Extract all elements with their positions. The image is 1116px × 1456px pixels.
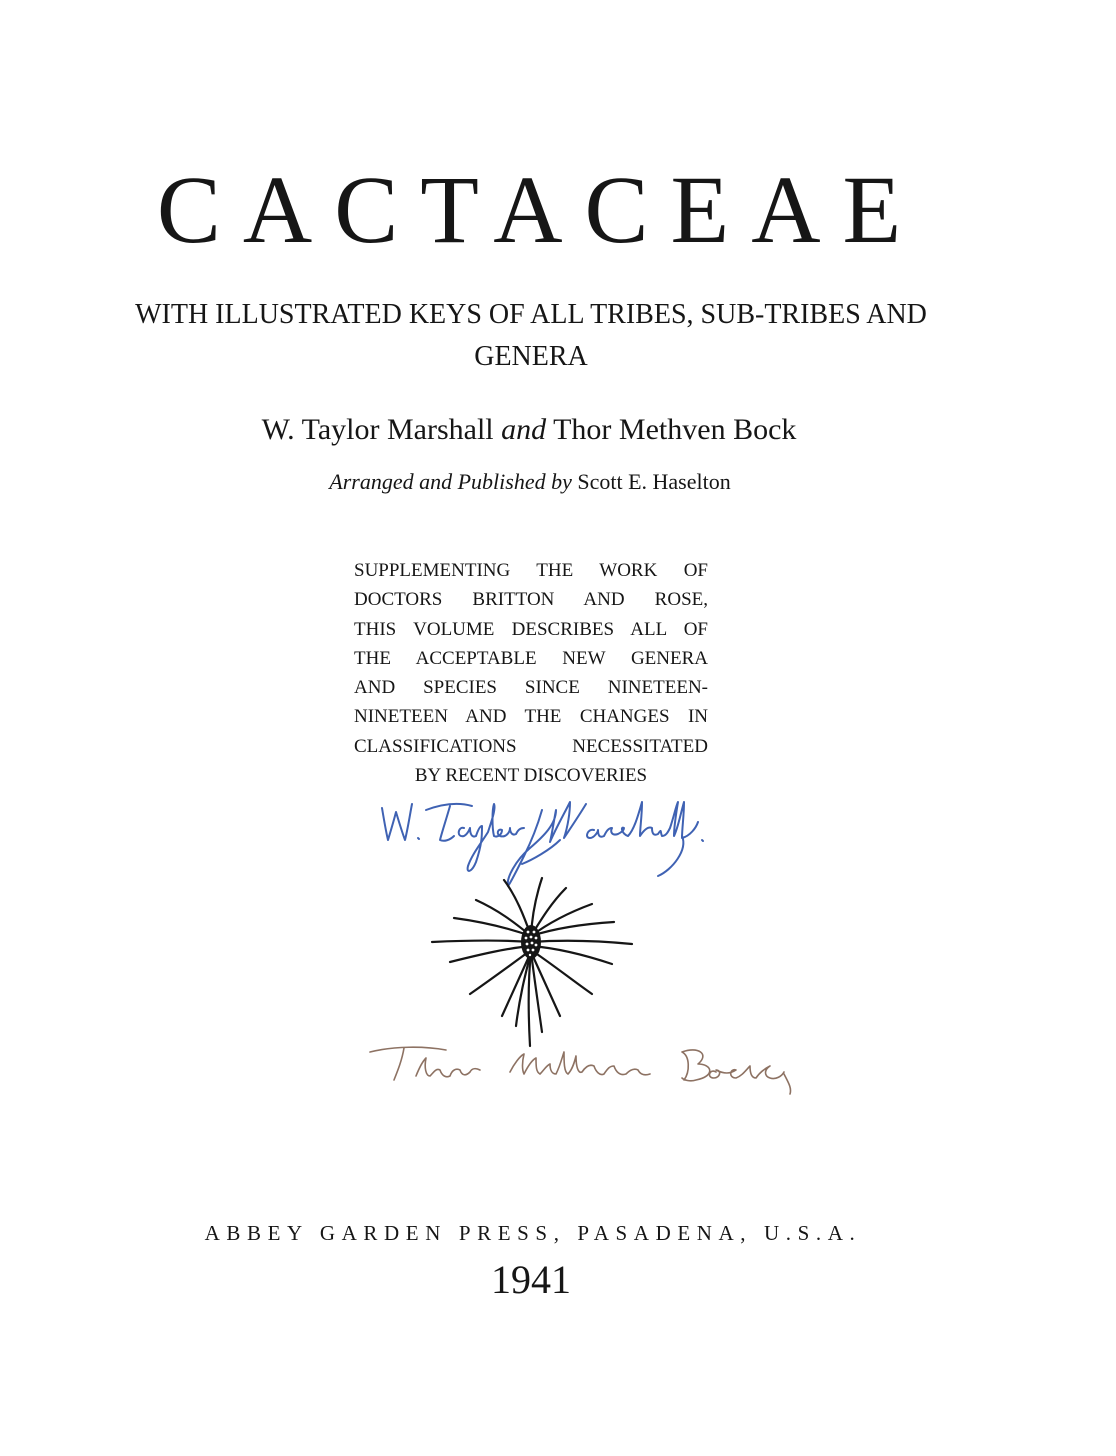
author-2: Thor Methven Bock — [553, 413, 797, 446]
supplement-line: THIS VOLUME DESCRIBES ALL OF — [354, 618, 708, 640]
authors-conjunction: and — [501, 413, 547, 446]
publication-year: 1941 — [491, 1257, 571, 1302]
authors-line — [0, 410, 1058, 450]
supplement-line: CLASSIFICATIONS NECESSITATED — [354, 735, 708, 757]
imprint-line: ABBEY GARDEN PRESS, PASADENA, U.S.A. — [204, 1221, 862, 1245]
supplement-line: THE ACCEPTABLE NEW GENERA — [354, 647, 708, 669]
publisher-label: Arranged and Published by — [329, 469, 572, 494]
author-1: W. Taylor Marshall — [261, 413, 494, 446]
supplement-statement — [354, 556, 708, 790]
cactus-spine-emblem-icon — [424, 876, 638, 1048]
book-subtitle: WITH ILLUSTRATED KEYS OF ALL TRIBES, SUB-TRIBES AND GENERA — [135, 299, 927, 372]
supplement-line: AND SPECIES SINCE NINETEEN- — [354, 677, 708, 699]
publisher-name: Scott E. Haselton — [577, 469, 731, 494]
supplement-line: NINETEEN AND THE CHANGES IN — [354, 706, 708, 728]
supplement-line: SUPPLEMENTING THE WORK OF — [354, 560, 708, 581]
signature-bock — [364, 1036, 798, 1100]
book-title: CACTACEAE — [156, 156, 924, 263]
publisher-line — [0, 466, 1060, 498]
supplement-line: BY RECENT DISCOVERIES — [414, 765, 648, 787]
supplement-line: DOCTORS BRITTON AND ROSE, — [354, 589, 708, 611]
